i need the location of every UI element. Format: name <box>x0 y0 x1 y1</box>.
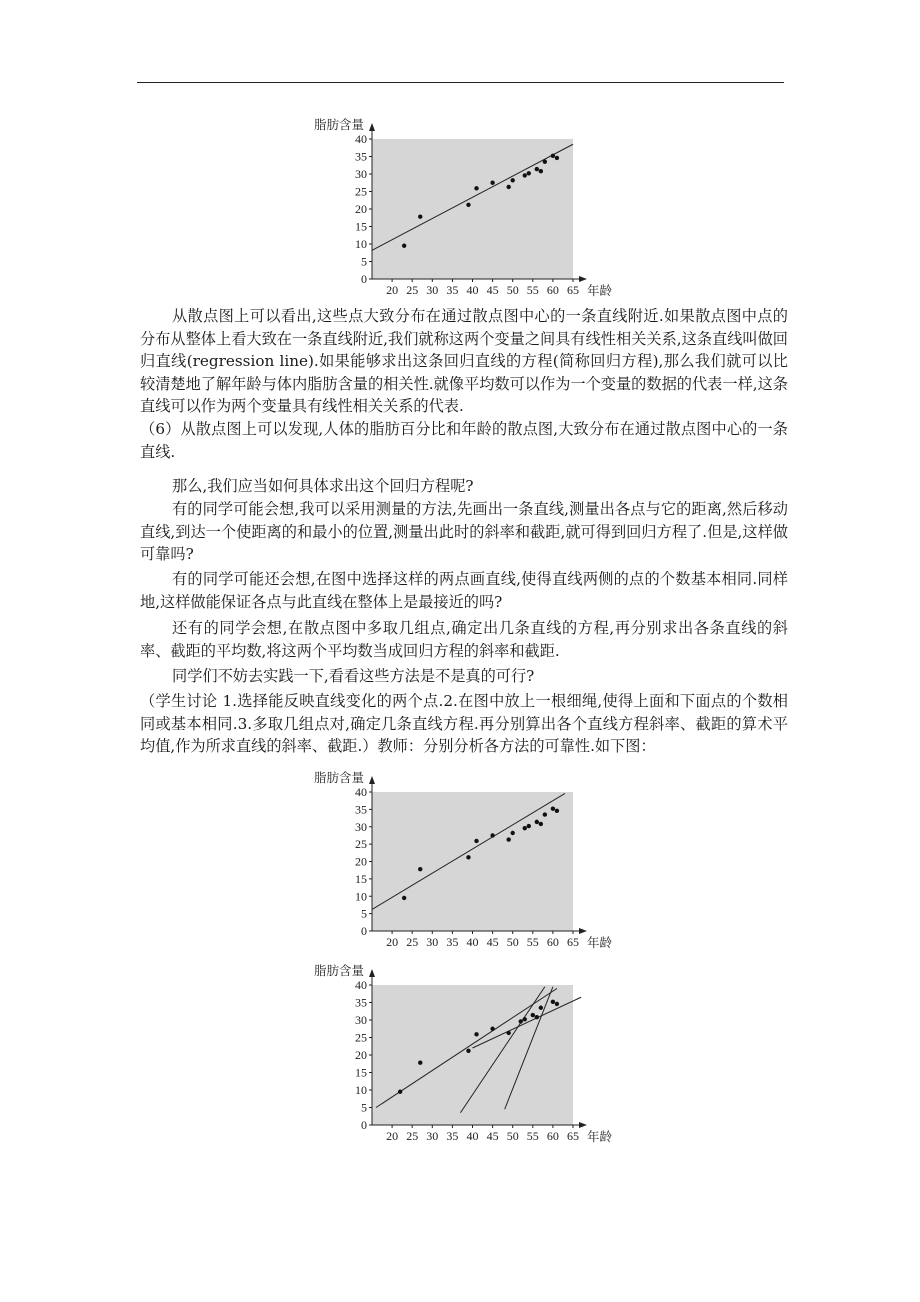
y-tick-label: 30 <box>355 1013 367 1027</box>
y-tick-label: 40 <box>355 132 367 146</box>
data-point <box>511 178 515 182</box>
data-point <box>527 171 531 175</box>
data-point <box>490 1027 494 1031</box>
x-tick-label: 60 <box>546 1129 559 1143</box>
data-point <box>531 1013 535 1017</box>
x-tick-label: 40 <box>466 283 479 297</box>
data-point <box>490 833 494 837</box>
data-point <box>551 154 555 158</box>
y-tick-label: 15 <box>355 219 367 234</box>
y-tick-label: 15 <box>355 871 367 886</box>
data-point <box>555 156 559 160</box>
y-tick-label: 5 <box>361 1100 367 1115</box>
y-tick-label: 10 <box>355 1083 367 1097</box>
data-point <box>539 822 543 826</box>
x-tick-label: 65 <box>567 1129 579 1143</box>
x-tick-label: 50 <box>506 1129 519 1143</box>
y-tick-label: 0 <box>361 272 367 286</box>
data-point <box>551 1000 555 1004</box>
y-tick-label: 10 <box>355 889 367 904</box>
data-point <box>466 1049 470 1053</box>
x-axis-title: 年龄 <box>587 1130 613 1144</box>
y-tick-label: 30 <box>355 167 367 181</box>
data-point <box>535 1015 539 1019</box>
y-tick-label: 25 <box>355 1030 367 1045</box>
y-tick-label: 20 <box>355 1048 367 1062</box>
data-point <box>402 896 406 900</box>
data-point <box>555 1002 559 1006</box>
y-tick-label: 0 <box>361 924 367 938</box>
y-axis-title: 脂肪含量 <box>314 118 365 132</box>
data-point <box>523 826 527 830</box>
data-point <box>527 824 531 828</box>
scatter-chart-2 <box>300 764 620 954</box>
x-tick-label: 35 <box>446 1129 459 1143</box>
x-axis-title: 年龄 <box>587 284 613 298</box>
x-tick-label: 60 <box>546 935 559 949</box>
paragraph-2: （6）从散点图上可以发现,人体的脂肪百分比和年龄的散点图,大致分布在通过散点图中心的一条直线. <box>140 420 788 461</box>
y-tick-label: 40 <box>355 785 367 799</box>
x-tick-label: 30 <box>426 935 439 949</box>
data-point <box>490 181 494 185</box>
y-axis-arrow-icon <box>369 123 375 131</box>
y-tick-label: 20 <box>355 854 367 869</box>
y-tick-label: 5 <box>361 254 367 269</box>
y-tick-label: 35 <box>355 995 367 1010</box>
paragraph-4: 有的同学可能会想,我可以采用测量的方法,先画出一条直线,测量出各点与它的距离,然后移动直线,到达一个使距离的和最小的位置,测量出此时的斜率和截距,就可得到回归方程了.但是,这样做可靠吗? <box>140 500 788 563</box>
x-tick-label: 35 <box>446 283 459 297</box>
y-tick-label: 5 <box>361 906 367 921</box>
data-point <box>551 806 555 810</box>
paragraph-7: 同学们不妨去实践一下,看看这些方法是不是真的可行? <box>172 667 535 685</box>
x-axis-title: 年龄 <box>587 936 613 950</box>
header-rule <box>137 82 784 83</box>
y-axis-title: 脂肪含量 <box>314 964 365 978</box>
data-point <box>398 1090 402 1094</box>
x-tick-label: 65 <box>567 935 579 949</box>
data-point <box>474 839 478 843</box>
data-point <box>535 167 539 171</box>
x-tick-label: 30 <box>426 283 439 297</box>
x-tick-label: 45 <box>486 1129 499 1143</box>
paragraph-1: 从散点图上可以看出,这些点大致分布在通过散点图中心的一条直线附近.如果散点图中点的分布从整体上看大致在一条直线附近,我们就称这两个变量之间具有线性相关关系,这条直线叫做回归直线(regression line).如果能够求出这条回归直线的方程(简称回归方程),那么我们就可以比较清楚地了解年龄与体内脂肪含量的相关性.就像平均数可以作为一个变量的数据的代表一样,这条直线可以作为两个变量具有线性相关关系的代表. <box>140 307 788 415</box>
data-point <box>418 215 422 219</box>
x-tick-label: 45 <box>486 935 499 949</box>
x-tick-label: 20 <box>386 935 399 949</box>
plot-area <box>372 985 573 1125</box>
scatter-chart-1 <box>300 112 620 302</box>
x-tick-label: 25 <box>406 1129 419 1143</box>
x-tick-label: 55 <box>526 1129 539 1143</box>
x-tick-label: 25 <box>406 283 419 297</box>
y-axis-arrow-icon <box>369 969 375 977</box>
x-tick-label: 50 <box>506 283 519 297</box>
x-tick-label: 55 <box>526 283 539 297</box>
data-point <box>402 244 406 248</box>
y-tick-label: 20 <box>355 202 367 216</box>
y-tick-label: 0 <box>361 1118 367 1132</box>
y-tick-label: 30 <box>355 819 367 834</box>
x-tick-label: 40 <box>466 1129 479 1143</box>
data-point <box>466 855 470 859</box>
x-tick-label: 40 <box>466 935 479 949</box>
plot-area <box>372 792 573 931</box>
x-tick-label: 20 <box>386 283 399 297</box>
scatter-chart-3 <box>300 957 620 1147</box>
data-point <box>506 185 510 189</box>
x-tick-label: 20 <box>386 1129 399 1143</box>
y-tick-label: 35 <box>355 149 367 164</box>
paragraph-8: （学生讨论 1.选择能反映直线变化的两个点.2.在图中放上一根细绳,使得上面和下面点的个数相同或基本相同.3.多取几组点对,确定几条直线方程.再分别算出各个直线方程斜率、截距的算术平均值,作为所求直线的斜率、截距.）教师：分别分析各方法的可靠性.如下图： <box>140 692 788 755</box>
data-point <box>539 1006 543 1010</box>
paragraph-6: 还有的同学会想,在散点图中多取几组点,确定出几条直线的方程,再分别求出各条直线的斜率、截距的平均数,将这两个平均数当成回归方程的斜率和截距. <box>140 619 788 660</box>
paragraph-5: 有的同学可能还会想,在图中选择这样的两点画直线,使得直线两侧的点的个数基本相同.同样地,这样做能保证各点与此直线在整体上是最接近的吗? <box>140 570 788 611</box>
data-point <box>523 1017 527 1021</box>
data-point <box>543 812 547 816</box>
data-point <box>539 169 543 173</box>
data-point <box>506 1031 510 1035</box>
x-tick-label: 30 <box>426 1129 439 1143</box>
x-tick-label: 45 <box>486 283 499 297</box>
x-tick-label: 65 <box>567 283 579 297</box>
x-axis-arrow-icon <box>579 276 587 282</box>
x-axis-arrow-icon <box>579 1122 587 1128</box>
y-axis-title: 脂肪含量 <box>314 771 365 785</box>
x-axis-arrow-icon <box>579 928 587 934</box>
data-point <box>511 831 515 835</box>
data-point <box>535 820 539 824</box>
data-point <box>466 203 470 207</box>
data-point <box>474 186 478 190</box>
y-tick-label: 10 <box>355 237 367 251</box>
data-point <box>418 1061 422 1065</box>
y-tick-label: 40 <box>355 978 367 992</box>
data-point <box>555 809 559 813</box>
paragraph-3: 那么,我们应当如何具体求出这个回归方程呢? <box>172 477 474 495</box>
data-point <box>506 837 510 841</box>
x-tick-label: 50 <box>506 935 519 949</box>
y-tick-label: 15 <box>355 1065 367 1080</box>
y-tick-label: 25 <box>355 184 367 199</box>
data-point <box>519 1019 523 1023</box>
data-point <box>523 173 527 177</box>
x-tick-label: 35 <box>446 935 459 949</box>
x-tick-label: 25 <box>406 935 419 949</box>
x-tick-label: 60 <box>546 283 559 297</box>
data-point <box>418 867 422 871</box>
data-point <box>543 160 547 164</box>
y-tick-label: 35 <box>355 802 367 817</box>
y-tick-label: 25 <box>355 837 367 852</box>
y-axis-arrow-icon <box>369 776 375 784</box>
data-point <box>474 1032 478 1036</box>
x-tick-label: 55 <box>526 935 539 949</box>
